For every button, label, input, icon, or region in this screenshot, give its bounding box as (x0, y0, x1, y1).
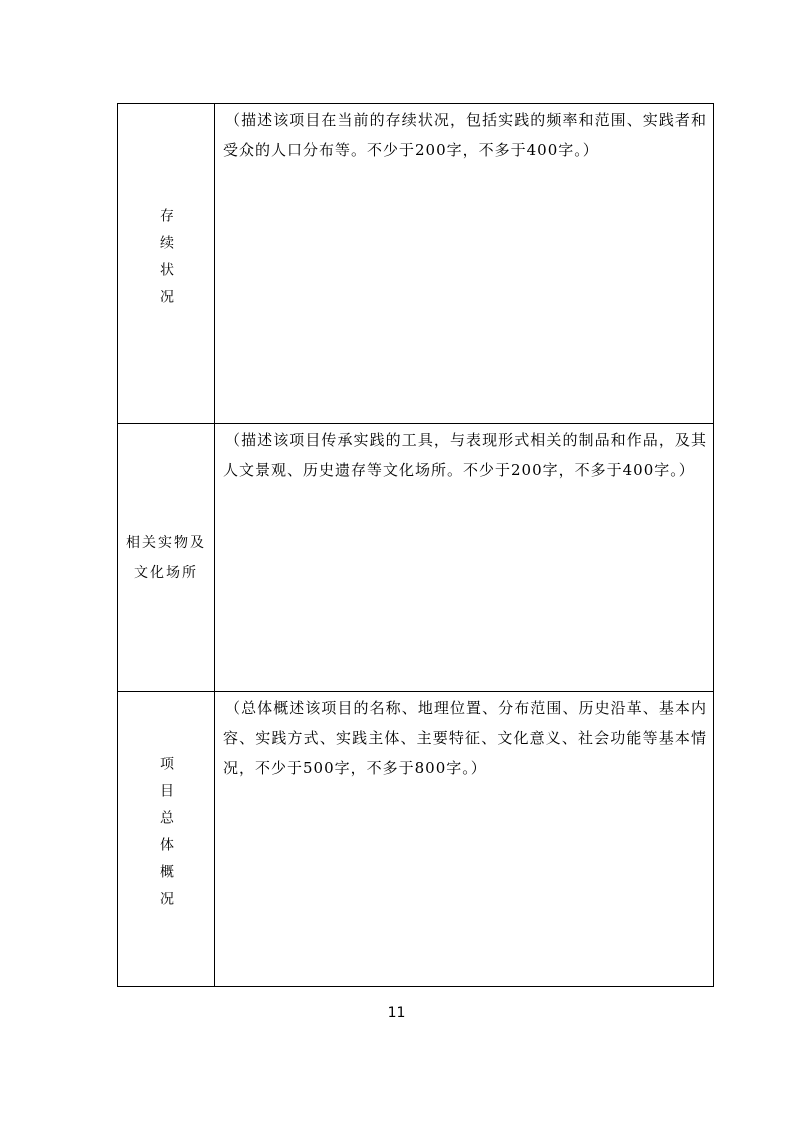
form-row-existence-status (118, 104, 714, 424)
application-form-table (117, 103, 714, 987)
instruction-text: （描述该项目传承实践的工具，与表现形式相关的制品和作品，及其人文景观、历史遗存等文化场所。不少于200字，不多于400字。） (223, 431, 707, 479)
form-row-project-overview (118, 692, 714, 987)
form-row-related-objects (118, 424, 714, 692)
content-cell-related-objects[interactable] (215, 424, 714, 692)
content-cell-existence-status[interactable] (215, 104, 714, 424)
row-label-cell (118, 692, 215, 987)
row-label-related-objects: 相关实物及文化场所 (126, 534, 206, 581)
row-label-cell (118, 104, 215, 424)
instruction-text: （总体概述该项目的名称、地理位置、分布范围、历史沿革、基本内容、实践方式、实践主体、主要特征、文化意义、社会功能等基本情况，不少于500字，不多于800字。） (223, 699, 707, 777)
instruction-text: （描述该项目在当前的存续状况，包括实践的频率和范围、实践者和受众的人口分布等。不少于200字，不多于400字。） (223, 111, 707, 159)
content-cell-project-overview[interactable] (215, 692, 714, 987)
row-label-cell (118, 424, 215, 692)
row-label-project-overview: 项目总体概况 (158, 756, 174, 918)
page-number: 11 (387, 1005, 406, 1021)
row-label-existence-status: 存续状况 (158, 207, 174, 316)
